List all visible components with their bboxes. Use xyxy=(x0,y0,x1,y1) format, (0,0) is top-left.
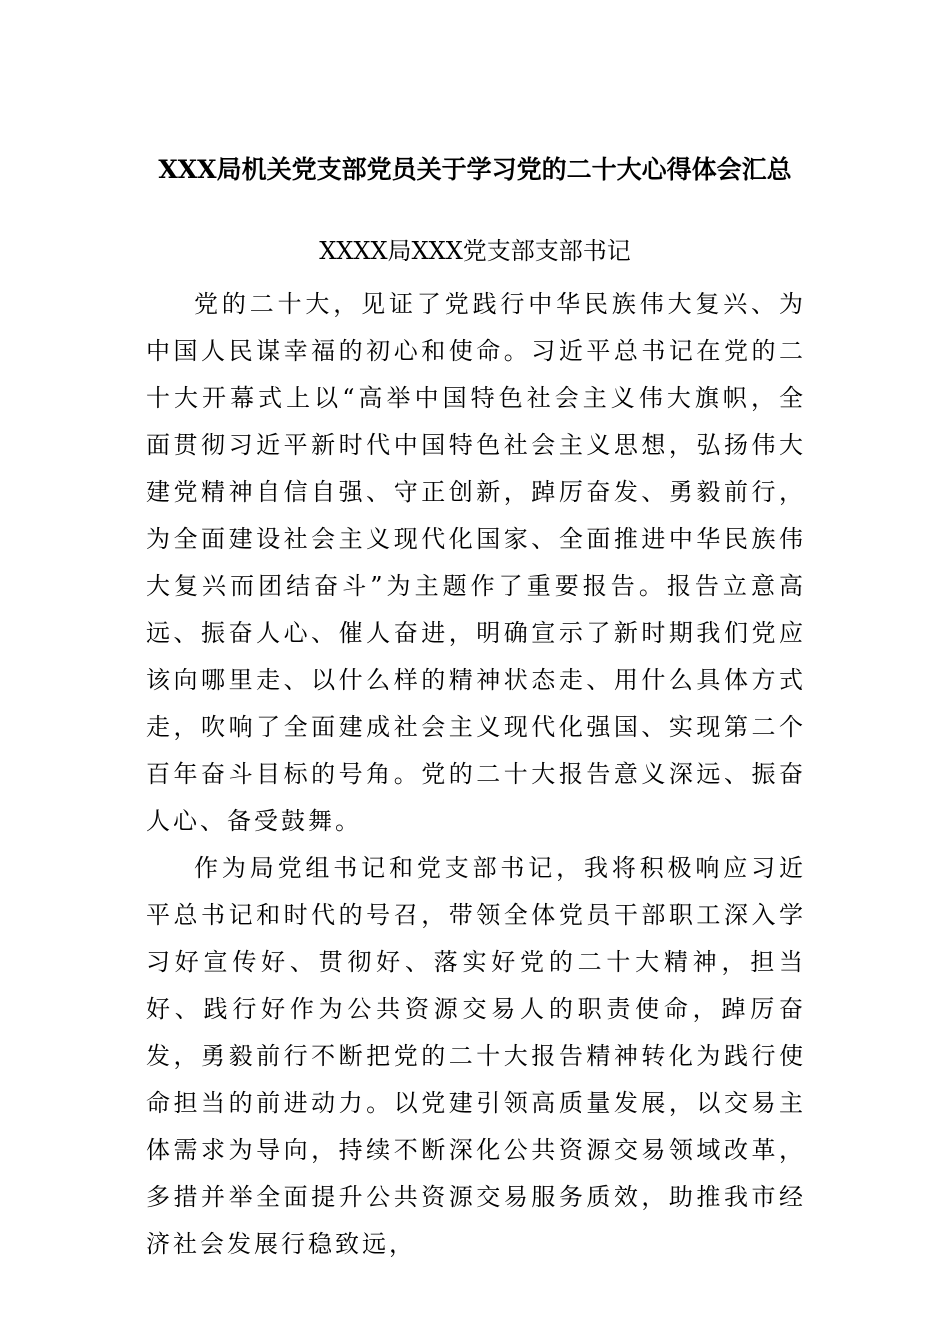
document-title: XXX局机关党支部党员关于学习党的二十大心得体会汇总 xyxy=(158,155,792,184)
document-body xyxy=(146,281,806,1268)
author-line: XXXX局XXX党支部支部书记 xyxy=(319,237,631,265)
paragraph-1: 党的二十大，见证了党践行中华民族伟大复兴、为中国人民谋幸福的初心和使命。习近平总书记在党的二十大开幕式上以“高举中国特色社会主义伟大旗帜，全面贯彻习近平新时代中国特色社会主义思想，弘扬伟大建党精神自信自强、守正创新，踔厉奋发、勇毅前行，为全面建设社会主义现代化国家、全面推进中华民族伟大复兴而团结奋斗”为主题作了重要报告。报告立意高远、振奋人心、催人奋进，明确宣示了新时期我们党应该向哪里走、以什么样的精神状态走、用什么具体方式走，吹响了全面建成社会主义现代化强国、实现第二个百年奋斗目标的号角。党的二十大报告意义深远、振奋人心、备受鼓舞。 xyxy=(146,290,806,835)
paragraph-2: 作为局党组书记和党支部书记，我将积极响应习近平总书记和时代的号召，带领全体党员干部职工深入学习好宣传好、贯彻好、落实好党的二十大精神，担当好、践行好作为公共资源交易人的职责使命，踔厉奋发，勇毅前行不断把党的二十大报告精神转化为践行使命担当的前进动力。以党建引领高质量发展，以交易主体需求为导向，持续不断深化公共资源交易领域改革，多措并举全面提升公共资源交易服务质效，助推我市经济社会发展行稳致远， xyxy=(146,854,806,1258)
